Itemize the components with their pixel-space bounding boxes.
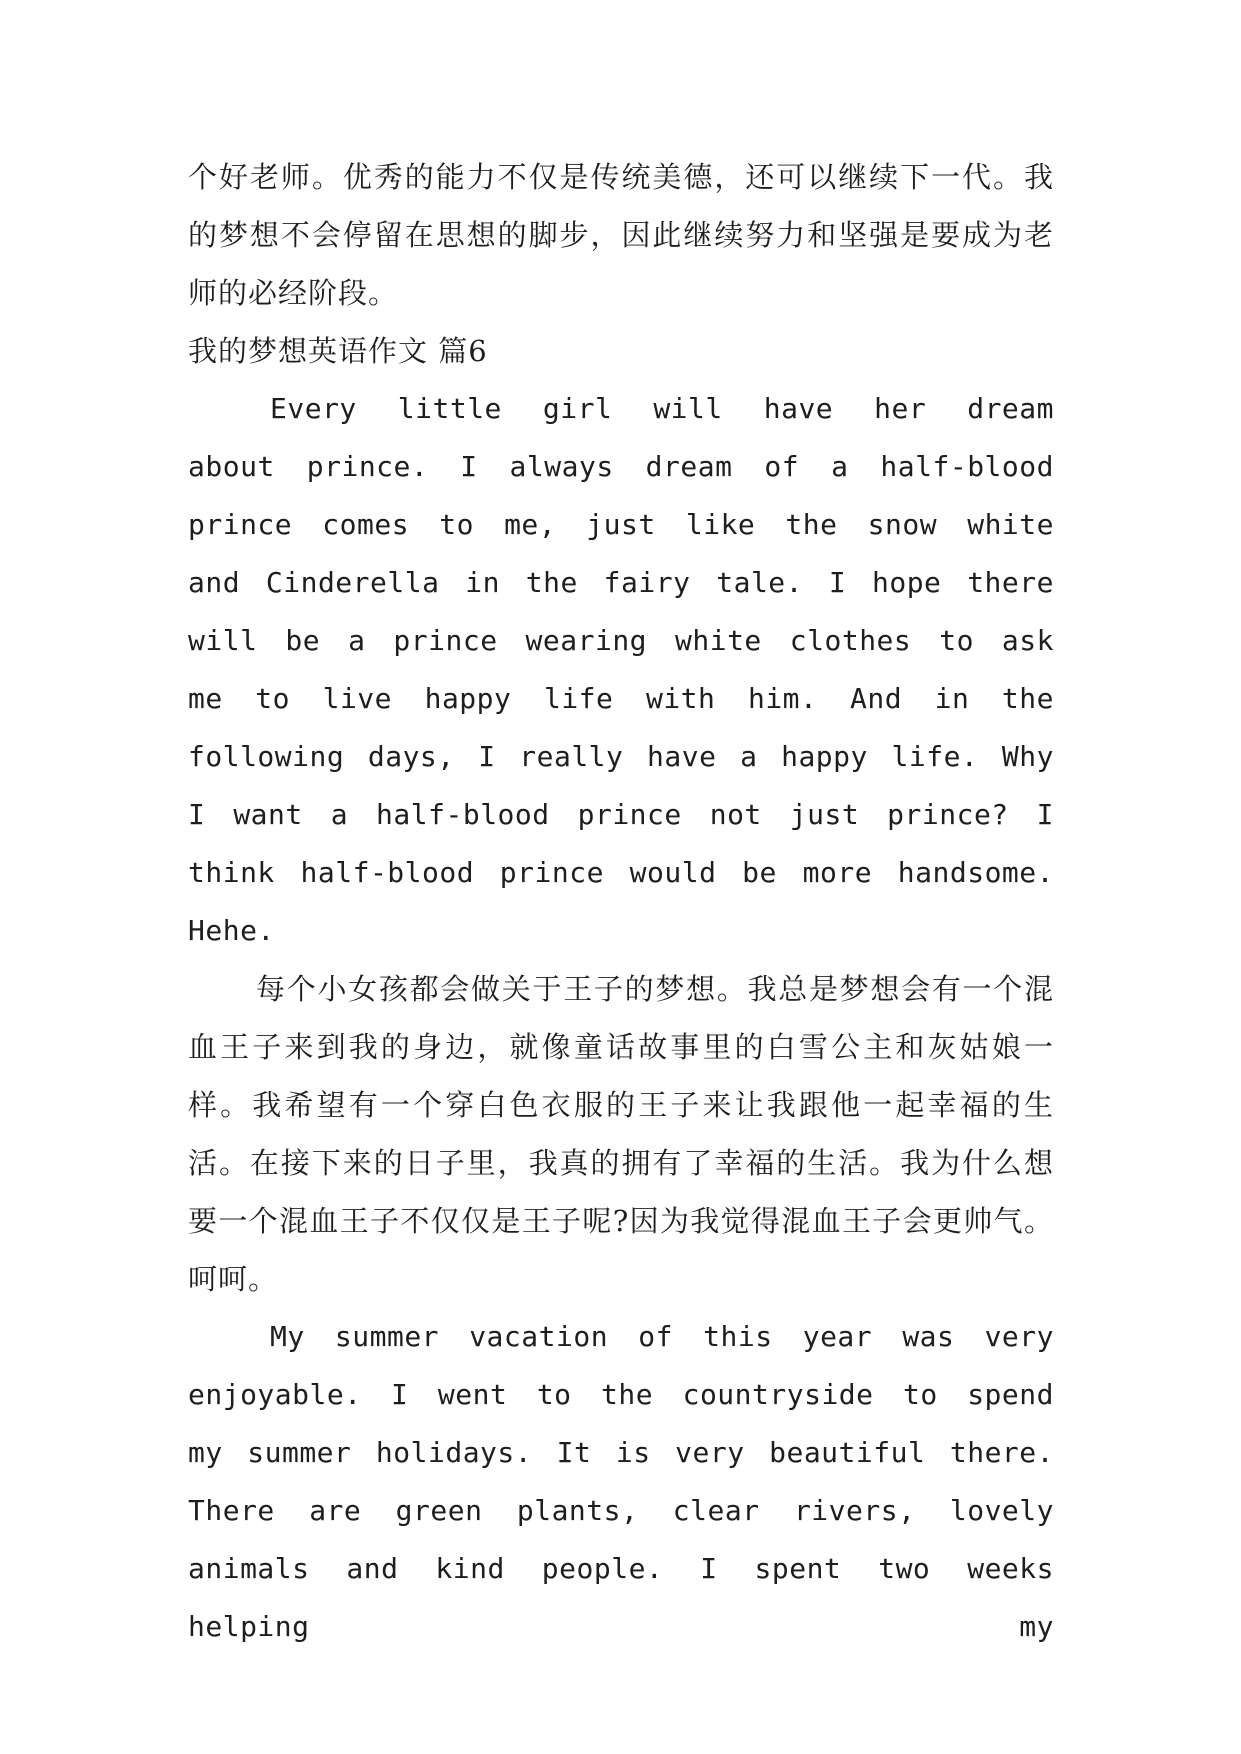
- paragraph-chinese-dream: 每个小女孩都会做关于王子的梦想。我总是梦想会有一个混血王子来到我的身边，就像童话故事里的白雪公主和灰姑娘一样。我希望有一个穿白色衣服的王子来让我跟他一起幸福的生活。在接下来的日子里，我真的拥有了幸福的生活。我为什么想要一个混血王子不仅仅是王子呢?因为我觉得混血王子会更帅气。呵呵。: [188, 972, 1054, 1296]
- paragraph-english-summer: My summer vacation of this year was very enjoyable. I went to the countryside to spend my summer holidays. It is very beautiful there. There are green plants, clear rivers, lovely animals and kind people. I spent two weeks helping my: [188, 1320, 1054, 1643]
- section-heading: 我的梦想英语作文 篇6: [188, 334, 488, 368]
- paragraph-continued-chinese: 个好老师。优秀的能力不仅是传统美德，还可以继续下一代。我的梦想不会停留在思想的脚步，因此继续努力和坚强是要成为老师的必经阶段。: [188, 160, 1054, 310]
- document-body: [188, 148, 1054, 1656]
- paragraph-english-dream: Every little girl will have her dream about prince. I always dream of a half-blood prince comes to me, just like the snow white and Cinderella in the fairy tale. I hope there will be a prince wearing white clothes to ask me to live happy life with him. And in the following days, I really have a happy life. Why I want a half-blood prince not just prince? I think half-blood prince would be more handsome. Hehe.: [188, 392, 1054, 947]
